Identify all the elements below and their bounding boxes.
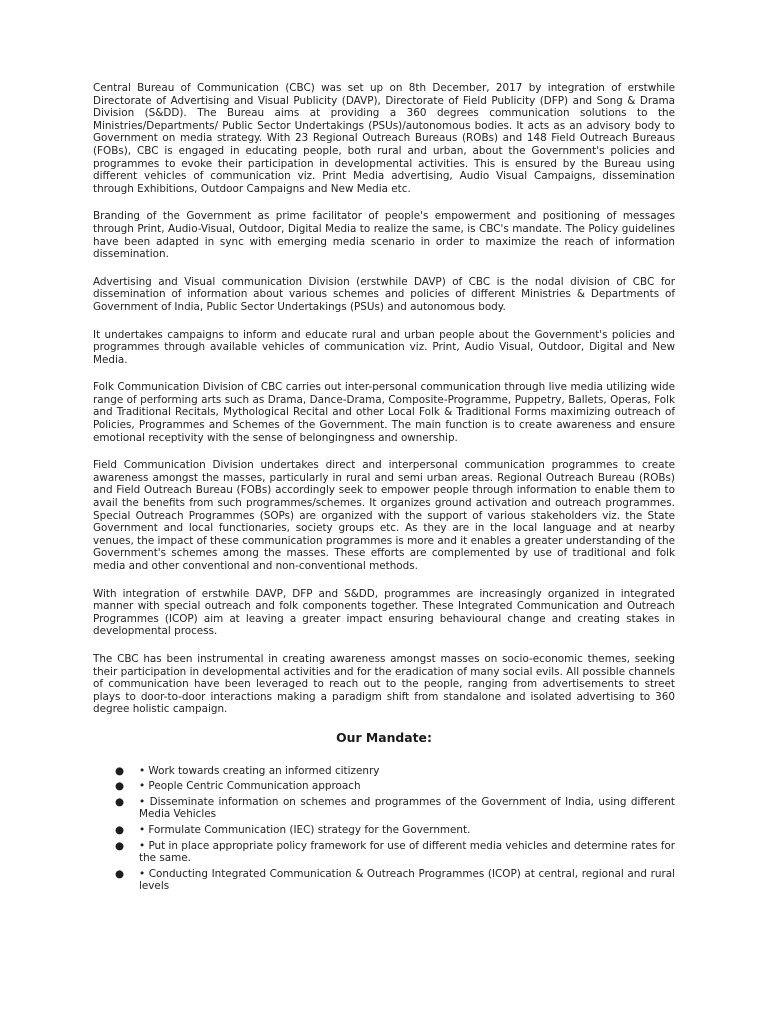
mandate-item-text: • Formulate Communication (IEC) strategy for the Government. [139,823,471,836]
mandate-heading: Our Mandate: [336,729,432,745]
mandate-item-text: • Put in place appropriate policy framework for use of different media vehicles and determine rates for the same. [139,839,675,865]
mandate-item [93,780,675,793]
paragraph-integration: With integration of erstwhile DAVP, DFP and S&DD, programmes are increasingly organized in integrated manner with special outreach and folk components together. These Integrated Communication and Outreach Programmes (ICOP) aim at leaving a greater impact ensuring behavioural change and creating stakes in developmental process. [93,587,675,638]
paragraph-awareness: The CBC has been instrumental in creating awareness amongst masses on socio-economic themes, seeking their participation in developmental activities and for the eradication of many social evils. All possible channels of communication have been leveraged to reach out to the people, ranging from advertisements to street plays to door-to-door interactions making a paradigm shift from standalone and isolated advertising to 360 degree holistic campaign. [93,652,675,716]
document-page [93,82,675,896]
mandate-item-text: • Work towards creating an informed citizenry [139,764,380,777]
mandate-item-text: • Conducting Integrated Communication & Outreach Programmes (ICOP) at central, regional and rural levels [139,867,675,893]
bullet-icon: ● [115,867,125,880]
bullet-icon: ● [115,764,125,777]
mandate-item [93,824,675,837]
mandate-item [93,796,675,821]
bullet-icon: ● [115,795,125,808]
mandate-item-text: • People Centric Communication approach [139,780,361,793]
mandate-item-text: • Disseminate information on schemes and programmes of the Government of India, using different Media Vehicles [139,795,675,821]
mandate-item [93,765,675,778]
bullet-icon: ● [115,839,125,852]
mandate-list [93,765,675,893]
bullet-icon: ● [115,823,125,836]
paragraph-branding: Branding of the Government as prime facilitator of people's empowerment and positioning of messages through Print, Audio-Visual, Outdoor, Digital Media to realize the same, is CBC's mandate. The Policy guidelines have been adapted in sync with emerging media scenario in order to maximize the reach of information dissemination. [93,210,675,261]
paragraph-campaigns: It undertakes campaigns to inform and educate rural and urban people about the Government's policies and programmes through available vehicles of communication viz. Print, Audio Visual, Outdoor, Digital and New Media. [93,328,675,366]
paragraph-advertising-division: Advertising and Visual communication Division (erstwhile DAVP) of CBC is the nodal division of CBC for dissemination of information about various schemes and policies of different Ministries & Departments of Government of India, Public Sector Undertakings (PSUs) and autonomous body. [93,275,675,313]
mandate-item [93,868,675,893]
paragraph-folk-division: Folk Communication Division of CBC carries out inter-personal communication through live media utilizing wide range of performing arts such as Drama, Dance-Drama, Composite-Programme, Puppetry, Ballets, Operas, Folk and Traditional Recitals, Mythological Recital and other Local Folk & Traditional Forms maximizing outreach of Policies, Programmes and Schemes of the Government. The main function is to create awareness and ensure emotional receptivity with the sense of belongingness and ownership. [93,381,675,444]
paragraph-cbc-intro: Central Bureau of Communication (CBC) was set up on 8th December, 2017 by integration of erstwhile Directorate of Advertising and Visual Publicity (DAVP), Directorate of Field Publicity (DFP) and Song & Drama Division (S&DD). The Bureau aims at providing a 360 degrees communication solutions to the Ministries/Departments/ Public Sector Undertakings (PSUs)/autonomous bodies. It acts as an advisory body to Government on media strategy. With 23 Regional Outreach Bureaus (ROBs) and 148 Field Outreach Bureaus (FOBs), CBC is engaged in educating people, both rural and urban, about the Government's policies and programmes to evoke their participation in developmental activities. This is ensured by the Bureau using different vehicles of communication viz. Print Media advertising, Audio Visual Campaigns, dissemination through Exhibitions, Outdoor Campaigns and New Media etc. [93,82,675,195]
mandate-item [93,840,675,865]
bullet-icon: ● [115,780,125,793]
paragraph-field-division: Field Communication Division undertakes direct and interpersonal communication programmes to create awareness amongst the masses, particularly in rural and semi urban areas. Regional Outreach Bureau (ROBs) and Field Outreach Bureau (FOBs) accordingly seek to empower people through information to enable them to avail the benefits from such programmes/schemes. It organizes ground activation and outreach programmes. Special Outreach Programmes (SOPs) are organized with the support of various stakeholders viz. the State Government and local functionaries, society groups etc. As they are in the local language and at nearby venues, the impact of these communication programmes is more and it enables a greater understanding of the Government's schemes among the masses. These efforts are complemented by use of traditional and folk media and other conventional and non-conventional methods. [93,459,675,572]
